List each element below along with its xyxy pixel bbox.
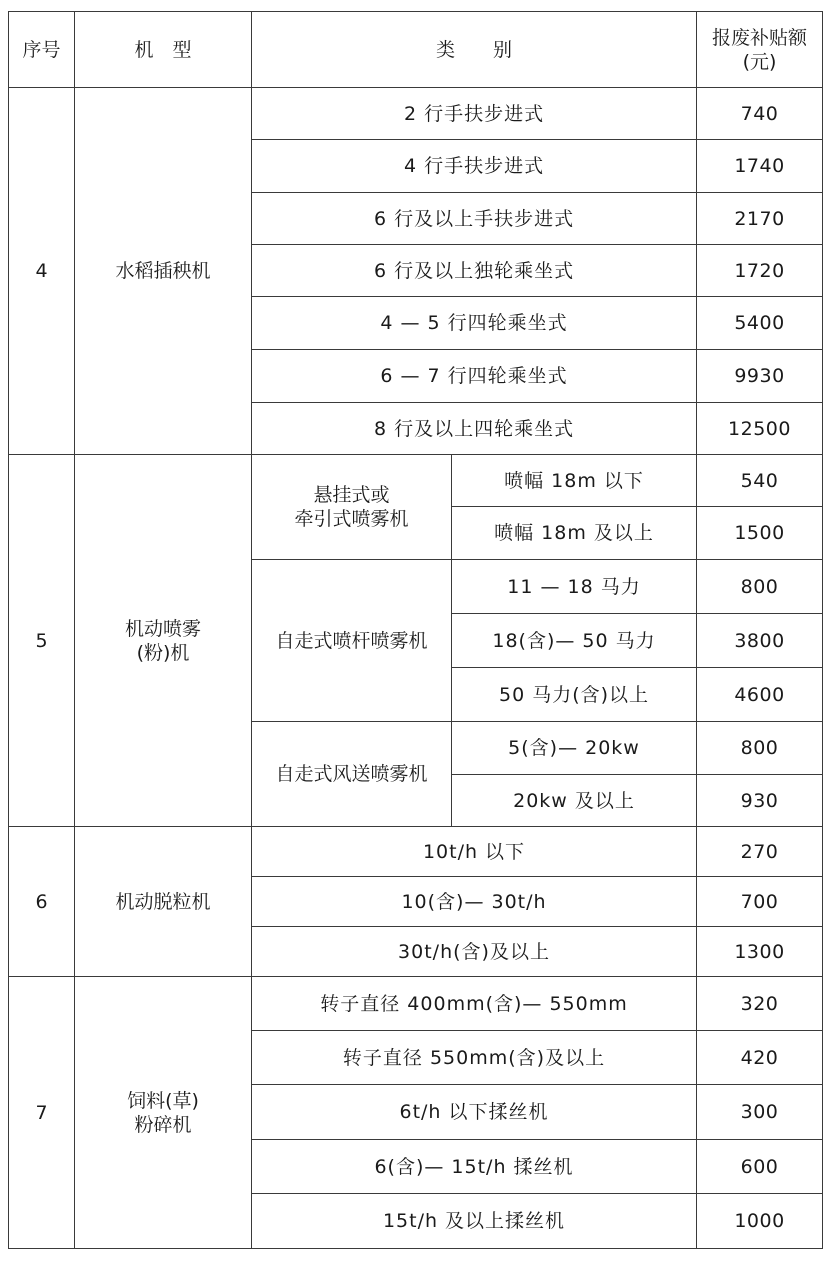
table-row	[9, 88, 823, 140]
amount-cell: 320	[697, 977, 823, 1031]
amount-cell: 9930	[697, 350, 823, 403]
amount-cell: 1740	[697, 140, 823, 193]
spec-cell: 20kw 及以上	[452, 775, 697, 827]
table-row	[9, 977, 823, 1031]
seq-cell: 6	[9, 827, 75, 977]
amount-cell: 4600	[697, 668, 823, 722]
spec-cell: 10t/h 以下	[252, 827, 697, 877]
amount-cell: 1000	[697, 1194, 823, 1249]
model-cell: 机动脱粒机	[75, 827, 252, 977]
spec-cell: 6t/h 以下揉丝机	[252, 1085, 697, 1140]
model-cell: 饲料(草) 粉碎机	[75, 977, 252, 1249]
amount-cell: 420	[697, 1031, 823, 1085]
model-cell: 水稻插秧机	[75, 88, 252, 455]
spec-cell: 8 行及以上四轮乘坐式	[252, 403, 697, 455]
spec-cell: 喷幅 18m 及以上	[452, 507, 697, 560]
amount-cell: 270	[697, 827, 823, 877]
header-category: 类 别	[252, 12, 697, 88]
subsidy-table	[8, 11, 823, 1249]
spec-cell: 转子直径 550mm(含)及以上	[252, 1031, 697, 1085]
amount-cell: 5400	[697, 297, 823, 350]
header-model: 机 型	[75, 12, 252, 88]
amount-cell: 740	[697, 88, 823, 140]
spec-cell: 转子直径 400mm(含)— 550mm	[252, 977, 697, 1031]
seq-cell: 4	[9, 88, 75, 455]
amount-cell: 3800	[697, 614, 823, 668]
seq-cell: 7	[9, 977, 75, 1249]
header-seq: 序号	[9, 12, 75, 88]
amount-cell: 800	[697, 560, 823, 614]
amount-cell: 700	[697, 877, 823, 927]
table-row	[9, 827, 823, 877]
spec-cell: 10(含)— 30t/h	[252, 877, 697, 927]
spec-cell: 6(含)— 15t/h 揉丝机	[252, 1140, 697, 1194]
spec-cell: 30t/h(含)及以上	[252, 927, 697, 977]
spec-cell: 4 行手扶步进式	[252, 140, 697, 193]
table-row	[9, 455, 823, 507]
spec-cell: 11 — 18 马力	[452, 560, 697, 614]
seq-cell: 5	[9, 455, 75, 827]
subgroup-cell: 自走式风送喷雾机	[252, 722, 452, 827]
spec-cell: 4 — 5 行四轮乘坐式	[252, 297, 697, 350]
amount-cell: 540	[697, 455, 823, 507]
header-row	[9, 12, 823, 88]
amount-cell: 1500	[697, 507, 823, 560]
amount-cell: 1300	[697, 927, 823, 977]
amount-cell: 930	[697, 775, 823, 827]
subgroup-cell: 悬挂式或 牵引式喷雾机	[252, 455, 452, 560]
spec-cell: 6 — 7 行四轮乘坐式	[252, 350, 697, 403]
spec-cell: 15t/h 及以上揉丝机	[252, 1194, 697, 1249]
amount-cell: 12500	[697, 403, 823, 455]
amount-cell: 300	[697, 1085, 823, 1140]
amount-cell: 800	[697, 722, 823, 775]
subgroup-cell: 自走式喷杆喷雾机	[252, 560, 452, 722]
spec-cell: 2 行手扶步进式	[252, 88, 697, 140]
amount-cell: 600	[697, 1140, 823, 1194]
amount-cell: 1720	[697, 245, 823, 297]
spec-cell: 6 行及以上独轮乘坐式	[252, 245, 697, 297]
header-subsidy: 报废补贴额 (元)	[697, 12, 823, 88]
spec-cell: 5(含)— 20kw	[452, 722, 697, 775]
spec-cell: 50 马力(含)以上	[452, 668, 697, 722]
model-cell: 机动喷雾 (粉)机	[75, 455, 252, 827]
amount-cell: 2170	[697, 193, 823, 245]
spec-cell: 喷幅 18m 以下	[452, 455, 697, 507]
spec-cell: 6 行及以上手扶步进式	[252, 193, 697, 245]
spec-cell: 18(含)— 50 马力	[452, 614, 697, 668]
